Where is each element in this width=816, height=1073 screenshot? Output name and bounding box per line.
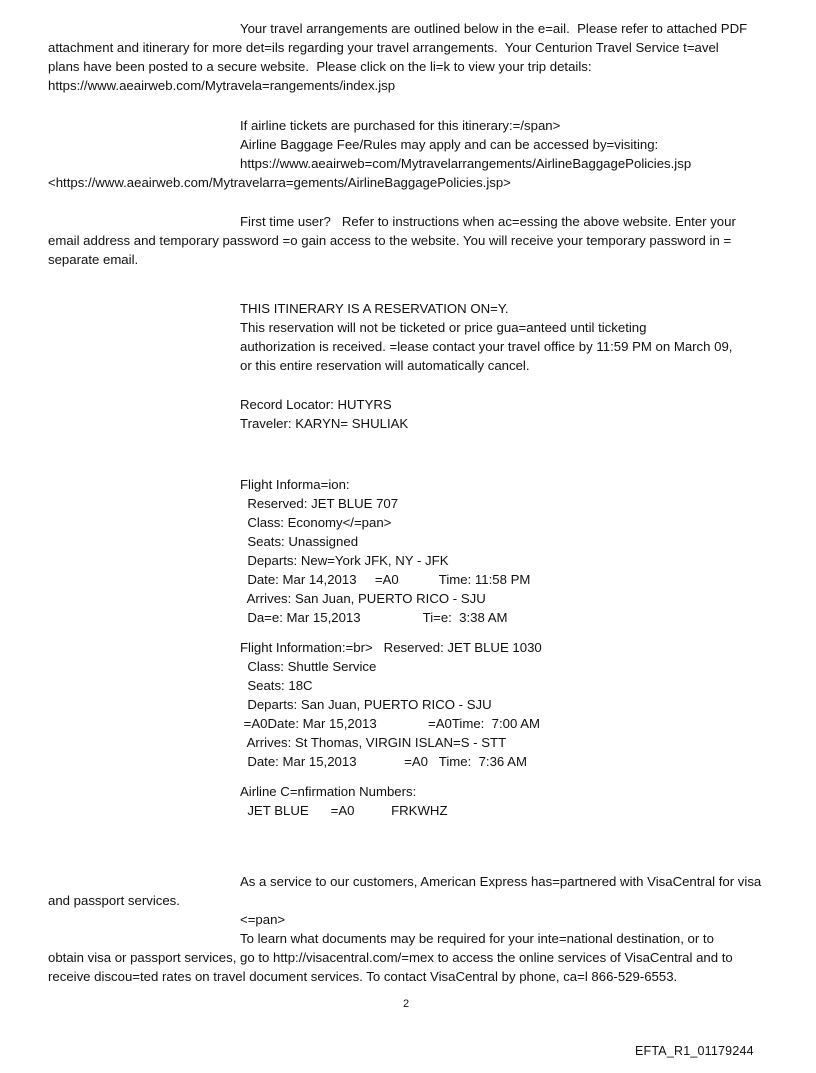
flight1-line-1: Flight Informa=ion:: [240, 477, 350, 492]
reservation-line-4: or this entire reservation will automatically cancel.: [240, 358, 530, 373]
baggage-url-alt[interactable]: <https://www.aeairweb.com/Mytravelarra=gements/AirlineBaggagePolicies.jsp>: [48, 175, 511, 190]
amex-line-6: receive discou=ted rates on travel document services. To contact VisaCentral by phone, ca=l 866-529-6553.: [48, 969, 678, 984]
amex-line-4: To learn what documents may be required for your inte=national destination, or to: [240, 931, 714, 946]
traveler-name: Traveler: KARYN= SHULIAK: [240, 416, 409, 431]
flight2-line-5: =A0Date: Mar 15,2013 =A0Time: 7:00 AM: [240, 716, 541, 731]
flight1-line-8: Da=e: Mar 15,2013 Ti=e: 3:38 AM: [240, 610, 508, 625]
flight2-line-3: Seats: 18C: [240, 678, 313, 693]
flight1-line-2: Reserved: JET BLUE 707: [240, 496, 399, 511]
document-id: EFTA_R1_01179244: [635, 1044, 754, 1058]
reservation-line-2: This reservation will not be ticketed or price gua=anteed until ticketing: [240, 320, 647, 335]
flight1-line-7: Arrives: San Juan, PUERTO RICO - SJU: [240, 591, 486, 606]
flight1-line-3: Class: Economy</=pan>: [240, 515, 392, 530]
confirmation-number: JET BLUE =A0 FRKWHZ: [240, 803, 448, 818]
intro-line-2: attachment and itinerary for more det=ils regarding your travel arrangements. Your Centurion Travel Service t=avel: [48, 40, 719, 55]
amex-line-2: and passport services.: [48, 893, 180, 908]
first-time-line-1: First time user? Refer to instructions when ac=essing the above website. Enter your: [240, 214, 736, 229]
flight1-line-4: Seats: Unassigned: [240, 534, 359, 549]
amex-line-3: <=pan>: [240, 912, 286, 927]
flight2-line-1: Flight Information:=br> Reserved: JET BLUE 1030: [240, 640, 542, 655]
intro-line-3: plans have been posted to a secure website. Please click on the li=k to view your trip details:: [48, 59, 592, 74]
page-number: 2: [403, 998, 410, 1010]
intro-url[interactable]: https://www.aeairweb.com/Mytravela=rangements/index.jsp: [48, 78, 396, 93]
intro-line-1: Your travel arrangements are outlined below in the e=ail. Please refer to attached PDF: [240, 21, 748, 36]
confirmation-heading: Airline C=nfirmation Numbers:: [240, 784, 417, 799]
flight2-line-4: Departs: San Juan, PUERTO RICO - SJU: [240, 697, 492, 712]
reservation-line-3: authorization is received. =lease contact your travel office by 11:59 PM on March 09,: [240, 339, 733, 354]
flight2-line-2: Class: Shuttle Service: [240, 659, 377, 674]
first-time-line-2: email address and temporary password =o gain access to the website. You will receive your temporary password in =: [48, 233, 732, 248]
flight1-line-5: Departs: New=York JFK, NY - JFK: [240, 553, 449, 568]
baggage-line-1: If airline tickets are purchased for this itinerary:=/span>: [240, 118, 561, 133]
baggage-url[interactable]: https://www.aeairweb=com/Mytravelarrangements/AirlineBaggagePolicies.jsp: [240, 156, 692, 171]
amex-line-1: As a service to our customers, American Express has=partnered with VisaCentral for visa: [240, 874, 762, 889]
record-locator: Record Locator: HUTYRS: [240, 397, 392, 412]
baggage-line-2: Airline Baggage Fee/Rules may apply and can be accessed by=visiting:: [240, 137, 659, 152]
first-time-line-3: separate email.: [48, 252, 139, 267]
flight2-line-7: Date: Mar 15,2013 =A0 Time: 7:36 AM: [240, 754, 527, 769]
amex-line-5: obtain visa or passport services, go to http://visacentral.com/=mex to access the online services of VisaCentral and to: [48, 950, 733, 965]
flight2-line-6: Arrives: St Thomas, VIRGIN ISLAN=S - STT: [240, 735, 507, 750]
flight1-line-6: Date: Mar 14,2013 =A0 Time: 11:58 PM: [240, 572, 531, 587]
reservation-line-1: THIS ITINERARY IS A RESERVATION ON=Y.: [240, 301, 509, 316]
